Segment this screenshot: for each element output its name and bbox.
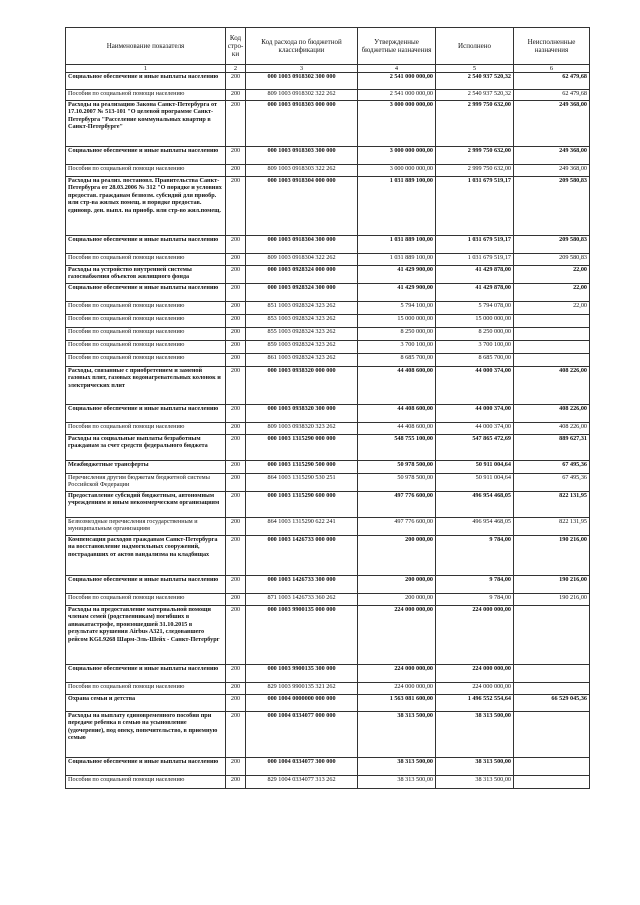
row-executed: 3 700 100,00 [436,341,514,354]
row-line-code: 200 [226,101,246,147]
table-row [66,474,590,492]
row-unexecuted: 190 216,00 [514,594,590,606]
row-budget-code: 000 1003 1315290 600 000 [246,492,358,518]
row-unexecuted: 209 580,83 [514,236,590,254]
row-line-code: 200 [226,266,246,284]
row-unexecuted: 889 627,31 [514,435,590,461]
row-executed: 38 313 500,00 [436,758,514,776]
header-unexecuted: Неисполненные назначения [514,28,590,65]
row-unexecuted [514,758,590,776]
table-row [66,177,590,236]
row-approved: 8 250 000,00 [358,328,436,341]
budget-execution-table [65,27,590,789]
row-approved: 38 313 500,00 [358,712,436,758]
row-line-code: 200 [226,405,246,423]
row-approved: 1 031 889 100,00 [358,177,436,236]
row-budget-code: 000 1003 9900135 300 000 [246,665,358,683]
row-name: Социальное обеспечение и иные выплаты населению [66,405,226,423]
row-approved: 224 000 000,00 [358,606,436,665]
table-row [66,776,590,789]
table-row [66,461,590,474]
row-name: Социальное обеспечение и иные выплаты населению [66,284,226,302]
row-unexecuted: 408 226,00 [514,405,590,423]
row-unexecuted: 67 495,36 [514,461,590,474]
row-approved: 5 794 100,00 [358,302,436,315]
row-unexecuted: 67 495,36 [514,474,590,492]
row-approved: 200 000,00 [358,594,436,606]
row-approved: 3 000 000 000,00 [358,101,436,147]
row-unexecuted: 249 368,00 [514,101,590,147]
row-unexecuted: 22,00 [514,284,590,302]
row-unexecuted [514,712,590,758]
row-unexecuted: 66 529 045,36 [514,695,590,712]
row-approved: 41 429 900,00 [358,284,436,302]
row-line-code: 200 [226,423,246,435]
row-approved: 50 978 500,00 [358,474,436,492]
table-row [66,435,590,461]
row-approved: 3 000 000 000,00 [358,165,436,177]
row-name: Социальное обеспечение и иные выплаты населению [66,73,226,90]
row-line-code: 200 [226,341,246,354]
header-approved: Утвержденные бюджетные назначения [358,28,436,65]
table-row [66,758,590,776]
row-budget-code: 000 1003 1315290 500 000 [246,461,358,474]
table-row [66,90,590,101]
row-name: Расходы на предоставление материальной помощи членам семей (родственникам) погибших в авиакатастрофе, произошедшей 31.10.2015 в результате крушения Airbus A321, следовавшего рейсом KGL9268 Шарм-Эль-Шейх - Санкт-Петербург [66,606,226,665]
row-budget-code: 000 1003 1315290 000 000 [246,435,358,461]
row-name: Социальное обеспечение и иные выплаты населению [66,665,226,683]
row-executed: 547 865 472,69 [436,435,514,461]
table-header-row [66,28,590,65]
row-approved: 44 408 600,00 [358,367,436,405]
table-row [66,492,590,518]
row-approved: 224 000 000,00 [358,683,436,695]
row-executed: 1 031 679 519,17 [436,254,514,266]
row-unexecuted [514,315,590,328]
row-name: Социальное обеспечение и иные выплаты населению [66,758,226,776]
row-unexecuted [514,354,590,367]
row-approved: 200 000,00 [358,576,436,594]
header-budget-code: Код расхода по бюджетной классификации [246,28,358,65]
row-name: Компенсация расходов гражданам Санкт-Петербурга на восстановление надмогильных сооружений, пострадавших от актов вандализма на кладбищах [66,536,226,576]
table-row [66,284,590,302]
table-row [66,594,590,606]
table-row [66,73,590,90]
row-name: Пособия по социальной помощи населению [66,302,226,315]
table-row [66,576,590,594]
row-executed: 8 685 700,00 [436,354,514,367]
row-name: Расходы на устройство внутренней системы газоснабжения объектов жилищного фонда [66,266,226,284]
row-budget-code: 000 1003 0918303 300 000 [246,147,358,165]
row-unexecuted: 62 479,68 [514,73,590,90]
row-line-code: 200 [226,474,246,492]
row-budget-code: 000 1003 0928324 000 000 [246,266,358,284]
row-line-code: 200 [226,302,246,315]
row-executed: 2 540 937 520,32 [436,90,514,101]
table-row [66,266,590,284]
row-name: Пособия по социальной помощи населению [66,354,226,367]
row-line-code: 200 [226,284,246,302]
row-approved: 200 000,00 [358,536,436,576]
row-unexecuted: 62 479,68 [514,90,590,101]
row-executed: 44 000 374,00 [436,367,514,405]
row-unexecuted: 190 216,00 [514,576,590,594]
row-unexecuted [514,683,590,695]
row-name: Расходы, связанные с приобретением и заменой газовых плит, газовых водонагревательных колонок и электрических плит [66,367,226,405]
row-line-code: 200 [226,576,246,594]
table-row [66,236,590,254]
row-name: Расходы на выплату единовременного пособия при передаче ребенка в семью на усыновление (удочерение), под опеку, попечительство, в приемную семью [66,712,226,758]
table-row [66,354,590,367]
row-unexecuted: 822 131,95 [514,518,590,536]
row-budget-code: 000 1003 0918304 300 000 [246,236,358,254]
row-line-code: 200 [226,665,246,683]
row-budget-code: 000 1003 0918302 300 000 [246,73,358,90]
row-unexecuted: 408 226,00 [514,367,590,405]
table-row [66,315,590,328]
row-name: Социальное обеспечение и иные выплаты населению [66,576,226,594]
row-name: Пособия по социальной помощи населению [66,315,226,328]
row-executed: 1 496 552 554,64 [436,695,514,712]
row-executed: 38 313 500,00 [436,712,514,758]
row-budget-code: 851 1003 0928324 323 262 [246,302,358,315]
row-line-code: 200 [226,758,246,776]
row-unexecuted: 408 226,00 [514,423,590,435]
row-name: Пособия по социальной помощи населению [66,776,226,789]
row-budget-code: 000 1004 0334077 300 000 [246,758,358,776]
row-line-code: 200 [226,165,246,177]
row-budget-code: 859 1003 0928324 323 262 [246,341,358,354]
column-number: 4 [358,65,436,73]
table-row [66,147,590,165]
row-budget-code: 855 1003 0928324 323 262 [246,328,358,341]
row-line-code: 200 [226,236,246,254]
row-unexecuted [514,776,590,789]
row-unexecuted: 249 368,00 [514,147,590,165]
row-executed: 2 540 937 520,32 [436,73,514,90]
row-executed: 41 429 878,00 [436,266,514,284]
row-executed: 224 000 000,00 [436,665,514,683]
header-executed: Исполнено [436,28,514,65]
row-approved: 3 700 100,00 [358,341,436,354]
row-approved: 497 776 600,00 [358,518,436,536]
row-line-code: 200 [226,492,246,518]
row-budget-code: 861 1003 0928324 323 262 [246,354,358,367]
row-budget-code: 000 1003 1426733 300 000 [246,576,358,594]
row-executed: 224 000 000,00 [436,606,514,665]
row-line-code: 200 [226,435,246,461]
row-line-code: 200 [226,594,246,606]
row-executed: 1 031 679 519,17 [436,236,514,254]
row-executed: 5 794 078,00 [436,302,514,315]
row-line-code: 200 [226,776,246,789]
row-name: Пособия по социальной помощи населению [66,165,226,177]
row-approved: 3 000 000 000,00 [358,147,436,165]
column-number: 3 [246,65,358,73]
table-row [66,712,590,758]
row-approved: 1 563 081 600,00 [358,695,436,712]
row-executed: 2 999 750 632,00 [436,147,514,165]
row-name: Охрана семьи и детства [66,695,226,712]
row-budget-code: 809 1003 0918304 322 262 [246,254,358,266]
row-budget-code: 000 1003 0918303 000 000 [246,101,358,147]
row-executed: 224 000 000,00 [436,683,514,695]
header-line-code: Код стро-ки [226,28,246,65]
row-approved: 41 429 900,00 [358,266,436,284]
row-approved: 497 776 600,00 [358,492,436,518]
row-executed: 44 000 374,00 [436,423,514,435]
row-executed: 9 784,00 [436,536,514,576]
table-row [66,518,590,536]
row-approved: 50 978 500,00 [358,461,436,474]
row-line-code: 200 [226,367,246,405]
row-executed: 9 784,00 [436,594,514,606]
row-line-code: 200 [226,518,246,536]
table-row [66,101,590,147]
row-executed: 44 000 374,00 [436,405,514,423]
table-row [66,341,590,354]
table-row [66,606,590,665]
table-row [66,328,590,341]
row-budget-code: 829 1004 0334077 313 262 [246,776,358,789]
row-budget-code: 000 1003 0918304 000 000 [246,177,358,236]
row-budget-code: 000 1003 0938320 300 000 [246,405,358,423]
column-number: 6 [514,65,590,73]
row-approved: 548 755 100,00 [358,435,436,461]
row-name: Пособия по социальной помощи населению [66,423,226,435]
row-budget-code: 000 1003 1426733 000 000 [246,536,358,576]
table-row [66,367,590,405]
row-line-code: 200 [226,683,246,695]
column-number: 1 [66,65,226,73]
row-approved: 224 000 000,00 [358,665,436,683]
row-line-code: 200 [226,712,246,758]
header-name: Наименование показателя [66,28,226,65]
row-unexecuted: 190 216,00 [514,536,590,576]
table-row [66,165,590,177]
row-unexecuted [514,328,590,341]
row-line-code: 200 [226,315,246,328]
row-approved: 44 408 600,00 [358,405,436,423]
table-row [66,302,590,315]
row-executed: 496 954 468,05 [436,492,514,518]
row-line-code: 200 [226,90,246,101]
row-executed: 15 000 000,00 [436,315,514,328]
row-name: Расходы на реализ. постановл. Правительства Санкт-Петербурга от 28.03.2006 № 312 "О порядке и условиях предостав. гражданам безвозм. субсидий для приобр. или стр-ва жилых помещ. и порядке предостав. единовр. ден. выпл. на приобр. или стр-во жил.помещ. [66,177,226,236]
column-number: 5 [436,65,514,73]
table-row [66,665,590,683]
row-unexecuted: 22,00 [514,302,590,315]
row-budget-code: 000 1003 0938320 000 000 [246,367,358,405]
row-line-code: 200 [226,695,246,712]
column-number: 2 [226,65,246,73]
table-row [66,254,590,266]
row-unexecuted: 209 580,83 [514,254,590,266]
row-approved: 15 000 000,00 [358,315,436,328]
table-row [66,683,590,695]
row-name: Безвозмездные перечисления государственным и муниципальным организациям [66,518,226,536]
row-executed: 41 429 878,00 [436,284,514,302]
row-unexecuted: 822 131,95 [514,492,590,518]
row-unexecuted [514,665,590,683]
row-budget-code: 000 1003 0928324 300 000 [246,284,358,302]
row-line-code: 200 [226,73,246,90]
table-row [66,536,590,576]
row-approved: 38 313 500,00 [358,776,436,789]
row-budget-code: 000 1004 0000000 000 000 [246,695,358,712]
row-approved: 38 313 500,00 [358,758,436,776]
table-row [66,423,590,435]
row-executed: 50 911 004,64 [436,461,514,474]
row-line-code: 200 [226,536,246,576]
row-name: Пособия по социальной помощи населению [66,328,226,341]
table-body [66,73,590,789]
row-unexecuted [514,341,590,354]
row-approved: 1 031 889 100,00 [358,254,436,266]
row-name: Межбюджетные трансферты [66,461,226,474]
row-name: Социальное обеспечение и иные выплаты населению [66,147,226,165]
row-name: Социальное обеспечение и иные выплаты населению [66,236,226,254]
row-approved: 44 408 600,00 [358,423,436,435]
row-line-code: 200 [226,354,246,367]
row-executed: 9 784,00 [436,576,514,594]
row-executed: 2 999 750 632,00 [436,165,514,177]
row-executed: 1 031 679 519,17 [436,177,514,236]
row-budget-code: 000 1004 0334077 000 000 [246,712,358,758]
row-name: Предоставление субсидий бюджетным, автономным учреждениям и иным некоммерческим организациям [66,492,226,518]
row-budget-code: 864 1003 1315290 622 241 [246,518,358,536]
row-budget-code: 853 1003 0928324 323 262 [246,315,358,328]
table-row [66,695,590,712]
row-executed: 38 313 500,00 [436,776,514,789]
row-name: Пособия по социальной помощи населению [66,90,226,101]
table-row [66,405,590,423]
row-line-code: 200 [226,254,246,266]
row-approved: 1 031 889 100,00 [358,236,436,254]
row-name: Пособия по социальной помощи населению [66,683,226,695]
row-name: Расходы на реализацию Закона Санкт-Петербурга от 17.10.2007 № 513-101 "О целевой программе Санкт-Петербурга "Расселение коммунальных квартир в Санкт-Петербурге" [66,101,226,147]
row-line-code: 200 [226,147,246,165]
row-budget-code: 809 1003 0938320 323 262 [246,423,358,435]
row-executed: 496 954 468,05 [436,518,514,536]
row-line-code: 200 [226,177,246,236]
row-line-code: 200 [226,461,246,474]
row-executed: 2 999 750 632,00 [436,101,514,147]
row-budget-code: 809 1003 0918302 322 262 [246,90,358,101]
row-budget-code: 809 1003 0918303 322 262 [246,165,358,177]
row-unexecuted: 209 580,83 [514,177,590,236]
row-approved: 2 541 000 000,00 [358,73,436,90]
row-unexecuted: 249 368,00 [514,165,590,177]
row-name: Расходы на социальные выплаты безработным гражданам за счет средств федерального бюджета [66,435,226,461]
row-unexecuted: 22,00 [514,266,590,284]
row-executed: 8 250 000,00 [436,328,514,341]
row-line-code: 200 [226,606,246,665]
row-name: Пособия по социальной помощи населению [66,341,226,354]
row-approved: 8 685 700,00 [358,354,436,367]
row-budget-code: 829 1003 9900135 321 262 [246,683,358,695]
column-numbers-row [66,65,590,73]
row-budget-code: 000 1003 9900135 000 000 [246,606,358,665]
row-name: Перечисления другим бюджетам бюджетной системы Российской Федерации [66,474,226,492]
row-budget-code: 864 1003 1315290 530 251 [246,474,358,492]
row-name: Пособия по социальной помощи населению [66,594,226,606]
row-line-code: 200 [226,328,246,341]
row-executed: 50 911 004,64 [436,474,514,492]
row-approved: 2 541 000 000,00 [358,90,436,101]
row-unexecuted [514,606,590,665]
row-budget-code: 871 1003 1426733 360 262 [246,594,358,606]
row-name: Пособия по социальной помощи населению [66,254,226,266]
